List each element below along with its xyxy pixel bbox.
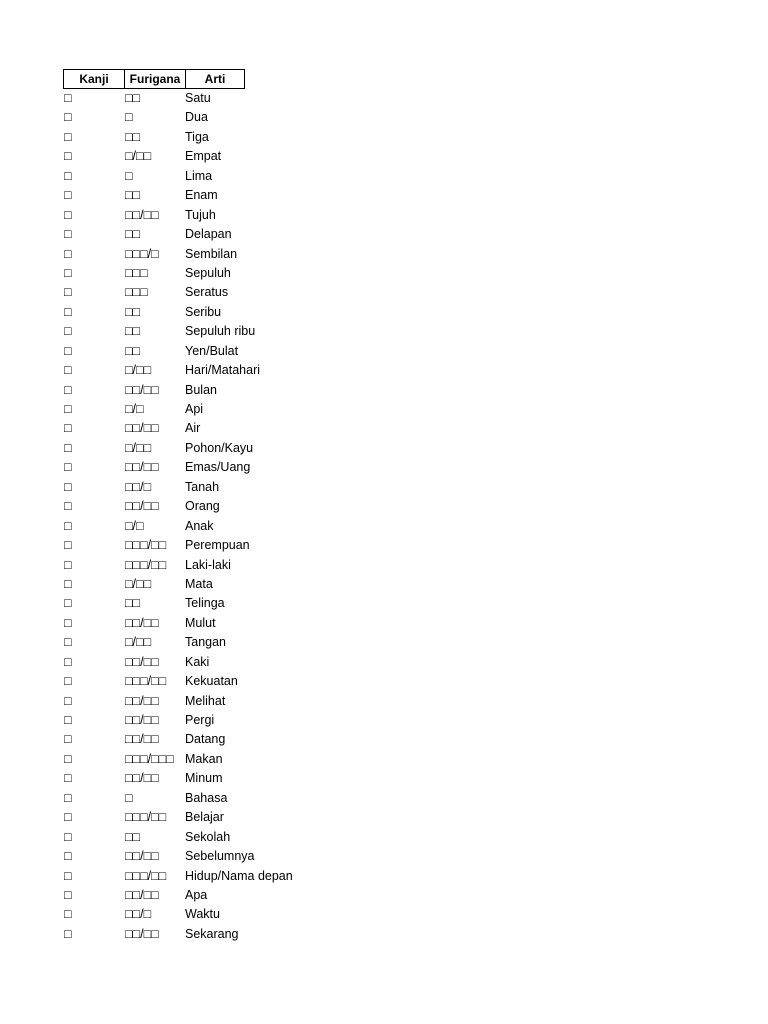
kanji-cell: □ [64, 693, 72, 708]
arti-cell: Laki-laki [185, 557, 231, 572]
furigana-cell: □□/□□ [125, 849, 159, 864]
furigana-cell: □□ [125, 129, 141, 144]
kanji-cell: □ [64, 343, 72, 358]
table-row [63, 594, 323, 613]
table-row [63, 458, 323, 477]
table-row [63, 89, 323, 108]
furigana-cell: □□□/□□ [125, 810, 167, 825]
arti-cell: Enam [185, 188, 218, 203]
table-row [63, 225, 323, 244]
kanji-cell: □ [64, 751, 72, 766]
arti-cell: Yen/Bulat [185, 343, 239, 358]
arti-cell: Seribu [185, 304, 222, 319]
furigana-cell: □□ [125, 304, 141, 319]
kanji-cell: □ [64, 518, 72, 533]
kanji-cell: □ [64, 849, 72, 864]
table-row [63, 633, 323, 652]
kanji-cell: □ [64, 421, 72, 436]
kanji-cell: □ [64, 168, 72, 183]
arti-cell: Sebelumnya [185, 849, 255, 864]
header-furigana: Furigana [124, 69, 186, 89]
furigana-cell: □□/□□ [125, 460, 159, 475]
table-row [63, 847, 323, 866]
kanji-cell: □ [64, 907, 72, 922]
arti-cell: Dua [185, 110, 208, 125]
kanji-cell: □ [64, 887, 72, 902]
table-row [63, 108, 323, 127]
furigana-cell: □□/□□ [125, 732, 159, 747]
table-row [63, 867, 323, 886]
table-row [63, 497, 323, 516]
furigana-cell: □□ [125, 343, 141, 358]
furigana-cell: □/□ [125, 402, 144, 416]
furigana-cell: □/□□ [125, 576, 152, 591]
table-row [63, 303, 323, 322]
table-row [63, 789, 323, 808]
table-row [63, 381, 323, 400]
arti-cell: Sekolah [185, 829, 231, 844]
arti-cell: Waktu [185, 907, 220, 922]
arti-cell: Empat [185, 149, 222, 164]
table-row [63, 361, 323, 380]
header-kanji: Kanji [63, 69, 125, 89]
furigana-cell: □□□/□□□ [125, 751, 174, 766]
arti-cell: Melihat [185, 693, 226, 708]
arti-cell: Orang [185, 499, 220, 514]
kanji-cell: □ [64, 790, 72, 805]
kanji-cell: □ [64, 285, 72, 300]
furigana-cell: □/□□ [125, 363, 152, 378]
table-row [63, 711, 323, 730]
kanji-cell: □ [64, 207, 72, 222]
kanji-cell: □ [64, 810, 72, 825]
table-row [63, 614, 323, 633]
arti-cell: Mata [185, 576, 213, 591]
kanji-cell: □ [64, 129, 72, 144]
arti-cell: Kaki [185, 654, 210, 669]
arti-cell: Sepuluh ribu [185, 324, 256, 339]
kanji-cell: □ [64, 402, 72, 416]
table-row [63, 672, 323, 691]
furigana-cell: □/□□ [125, 440, 152, 455]
table-row [63, 828, 323, 847]
table-row [63, 925, 323, 944]
furigana-cell: □□/□ [125, 907, 152, 922]
kanji-cell: □ [64, 460, 72, 475]
kanji-cell: □ [64, 713, 72, 727]
arti-cell: Tiga [185, 129, 209, 144]
kanji-cell: □ [64, 265, 72, 280]
arti-cell: Tanah [185, 479, 220, 494]
kanji-cell: □ [64, 829, 72, 844]
furigana-cell: □□ [125, 188, 141, 203]
table-row [63, 342, 323, 361]
kanji-cell: □ [64, 304, 72, 319]
kanji-cell: □ [64, 479, 72, 494]
arti-cell: Air [185, 421, 201, 436]
arti-cell: Makan [185, 751, 223, 766]
arti-cell: Sekarang [185, 926, 239, 941]
arti-cell: Bahasa [185, 790, 228, 805]
arti-cell: Perempuan [185, 538, 250, 553]
table-row [63, 750, 323, 769]
table-body [63, 89, 323, 944]
furigana-cell: □□□ [125, 265, 148, 280]
kanji-cell: □ [64, 615, 72, 630]
kanji-cell: □ [64, 363, 72, 378]
furigana-cell: □/□□ [125, 635, 152, 650]
table-row [63, 147, 323, 166]
arti-cell: Pergi [185, 713, 215, 727]
kanji-cell: □ [64, 576, 72, 591]
furigana-cell: □/□□ [125, 149, 152, 164]
table-row [63, 206, 323, 225]
table-row [63, 556, 323, 575]
table-row [63, 536, 323, 555]
arti-cell: Satu [185, 91, 211, 105]
kanji-cell: □ [64, 149, 72, 164]
arti-cell: Seratus [185, 285, 229, 300]
arti-cell: Emas/Uang [185, 460, 251, 475]
table-row [63, 905, 323, 924]
kanji-cell: □ [64, 246, 72, 261]
table-row [63, 439, 323, 458]
kanji-cell: □ [64, 596, 72, 611]
furigana-cell: □□□/□ [125, 246, 159, 261]
arti-cell: Apa [185, 887, 208, 902]
kanji-cell: □ [64, 188, 72, 203]
kanji-cell: □ [64, 771, 72, 786]
kanji-cell: □ [64, 382, 72, 397]
furigana-cell: □□□/□□ [125, 674, 167, 689]
furigana-cell: □/□ [125, 518, 144, 533]
arti-cell: Pohon/Kayu [185, 440, 254, 455]
kanji-cell: □ [64, 227, 72, 242]
kanji-cell: □ [64, 110, 72, 125]
arti-cell: Bulan [185, 382, 217, 397]
furigana-cell: □□□/□□ [125, 538, 167, 553]
furigana-cell: □□□/□□ [125, 868, 167, 883]
furigana-cell: □□ [125, 227, 141, 242]
table-row [63, 692, 323, 711]
furigana-cell: □□□ [125, 285, 148, 300]
furigana-cell: □ [125, 168, 133, 183]
kanji-cell: □ [64, 868, 72, 883]
furigana-cell: □□/□□ [125, 421, 159, 436]
arti-cell: Tujuh [185, 207, 216, 222]
furigana-cell: □□□/□□ [125, 557, 167, 572]
furigana-cell: □□/□□ [125, 926, 159, 941]
table-row [63, 478, 323, 497]
furigana-cell: □ [125, 790, 133, 805]
furigana-cell: □□/□□ [125, 654, 159, 669]
kanji-cell: □ [64, 926, 72, 941]
kanji-cell: □ [64, 654, 72, 669]
table-row [63, 730, 323, 749]
table-row [63, 264, 323, 283]
arti-cell: Datang [185, 732, 226, 747]
kanji-cell: □ [64, 557, 72, 572]
table-row [63, 283, 323, 302]
furigana-cell: □□ [125, 829, 141, 844]
table-row [63, 575, 323, 594]
arti-cell: Sepuluh [185, 265, 231, 280]
furigana-cell: □□/□□ [125, 771, 159, 786]
arti-cell: Delapan [185, 227, 232, 242]
furigana-cell: □□ [125, 596, 141, 611]
kanji-cell: □ [64, 499, 72, 514]
furigana-cell: □□/□□ [125, 615, 159, 630]
arti-cell: Minum [185, 771, 223, 786]
table-row [63, 517, 323, 536]
kanji-cell: □ [64, 635, 72, 650]
kanji-cell: □ [64, 91, 72, 105]
arti-cell: Hari/Matahari [185, 363, 261, 378]
furigana-cell: □□/□□ [125, 887, 159, 902]
arti-cell: Tangan [185, 635, 227, 650]
kanji-cell: □ [64, 732, 72, 747]
kanji-cell: □ [64, 538, 72, 553]
table-row [63, 186, 323, 205]
furigana-cell: □□/□□ [125, 382, 159, 397]
table-row [63, 167, 323, 186]
arti-cell: Kekuatan [185, 674, 238, 689]
table-row [63, 400, 323, 419]
furigana-cell: □□/□□ [125, 207, 159, 222]
table-row [63, 245, 323, 264]
table-row [63, 653, 323, 672]
arti-cell: Lima [185, 168, 213, 183]
furigana-cell: □□/□□ [125, 713, 159, 727]
furigana-cell: □□/□ [125, 479, 152, 494]
arti-cell: Api [185, 402, 204, 416]
furigana-cell: □□ [125, 91, 141, 105]
furigana-cell: □□ [125, 324, 141, 339]
arti-cell: Belajar [185, 810, 224, 825]
arti-cell: Sembilan [185, 246, 238, 261]
table-row [63, 322, 323, 341]
arti-cell: Anak [185, 518, 214, 533]
table-row [63, 808, 323, 827]
table-row [63, 886, 323, 905]
furigana-cell: □ [125, 110, 133, 125]
furigana-cell: □□/□□ [125, 499, 159, 514]
arti-cell: Mulut [185, 615, 216, 630]
table-row [63, 128, 323, 147]
arti-cell: Hidup/Nama depan [185, 868, 293, 883]
furigana-cell: □□/□□ [125, 693, 159, 708]
kanji-cell: □ [64, 674, 72, 689]
header-arti: Arti [185, 69, 245, 89]
kanji-cell: □ [64, 324, 72, 339]
table-row [63, 769, 323, 788]
table-row [63, 419, 323, 438]
arti-cell: Telinga [185, 596, 225, 611]
kanji-cell: □ [64, 440, 72, 455]
